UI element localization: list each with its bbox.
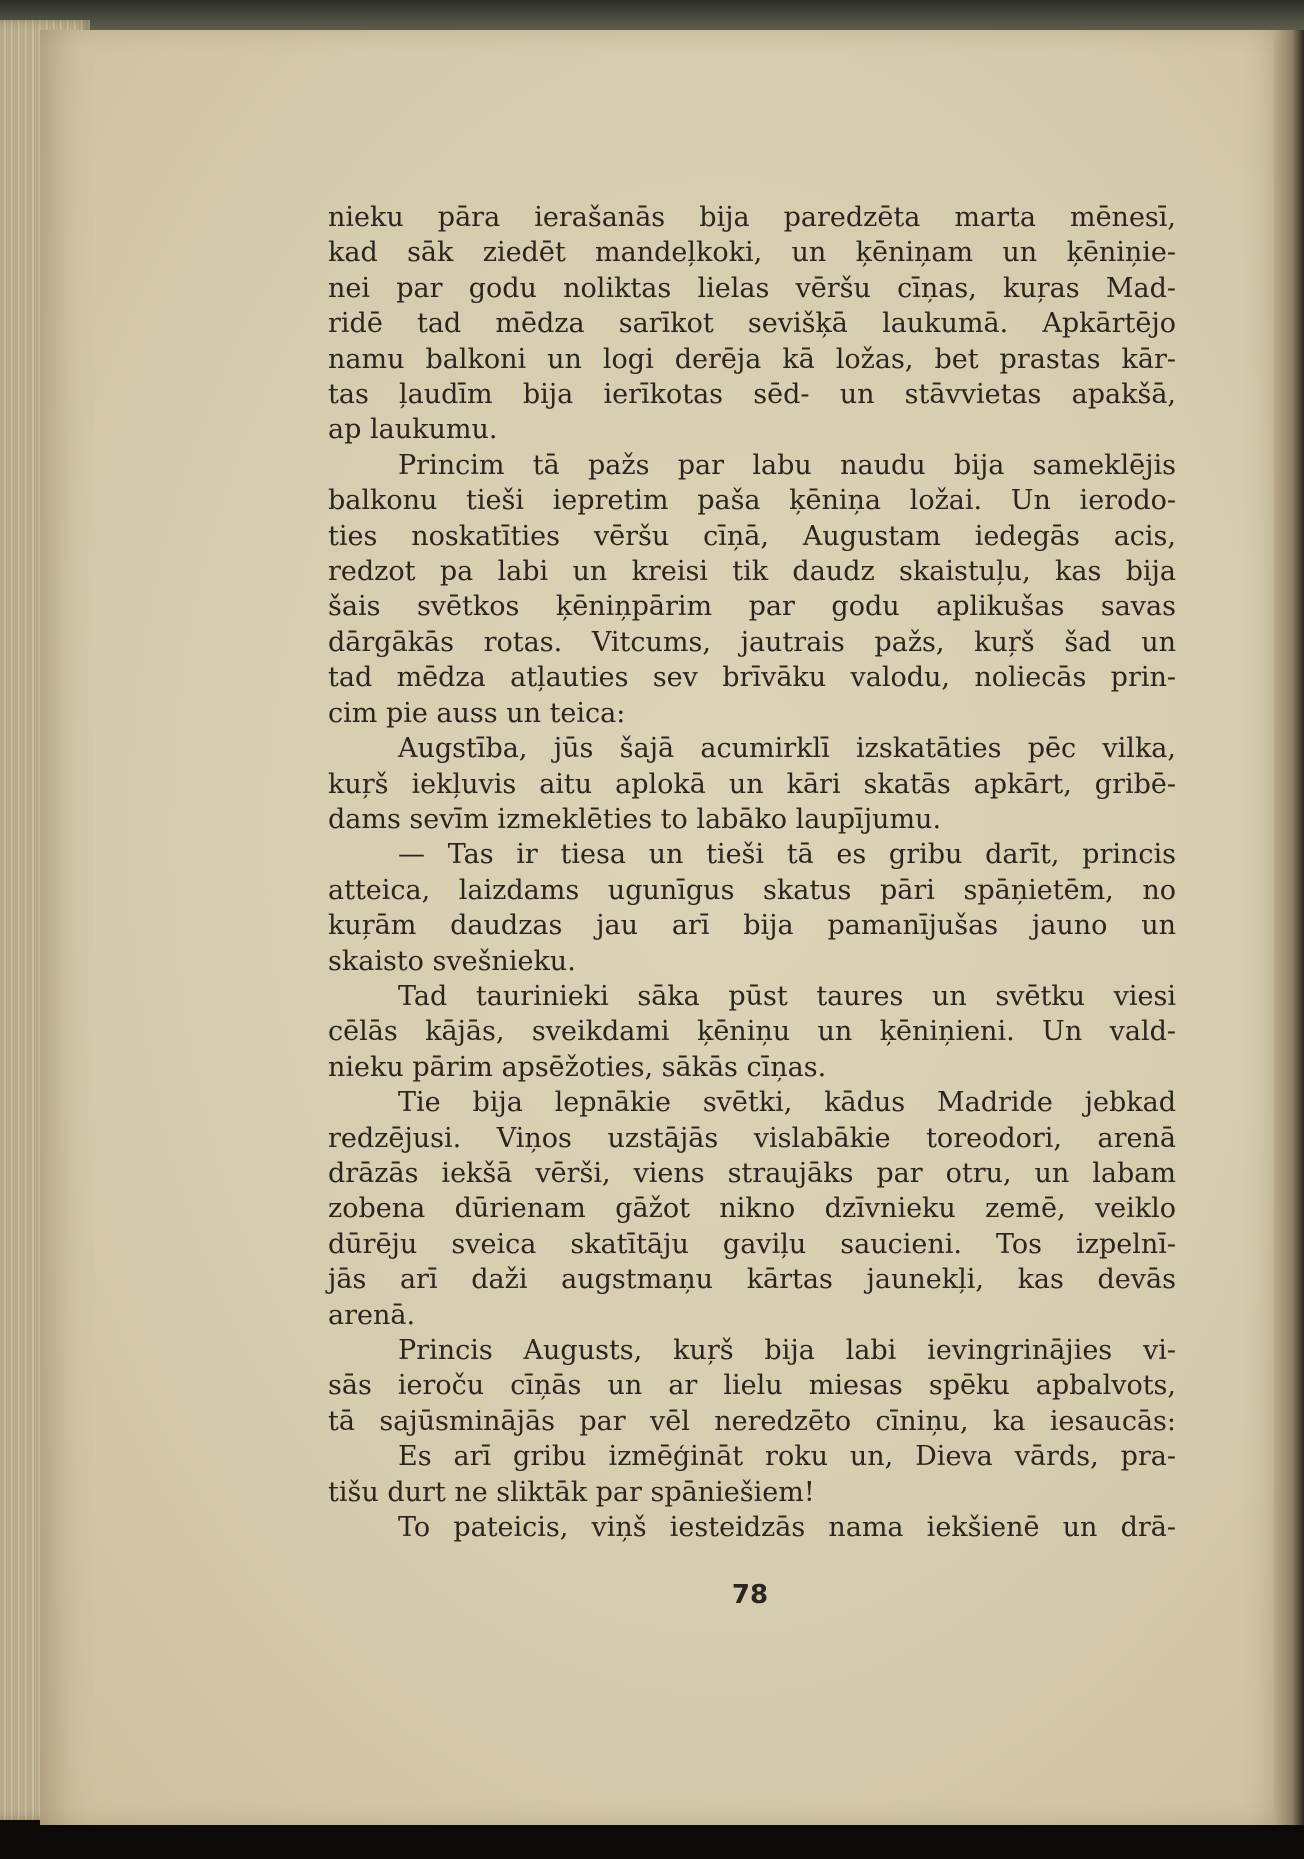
text-line: jās arī daži augstmaņu kārtas jaunekļi, kas devās xyxy=(328,1264,1176,1296)
text-line: tišu durt ne sliktāk par spāniešiem! xyxy=(328,1476,815,1508)
text-line: arenā. xyxy=(328,1299,416,1331)
text-line: dams sevīm izmeklēties to labāko laupījumu. xyxy=(328,803,942,835)
body-text xyxy=(328,200,1176,1545)
text-line: ties noskatīties vēršu cīņā, Augustam iedegās acis, xyxy=(328,520,1176,552)
text-line: skaisto svešnieku. xyxy=(328,945,576,977)
text-line: kad sāk ziedēt mandeļkoki, un ķēniņam un ķēniņie- xyxy=(328,237,1176,269)
text-line: tad mēdza atļauties sev brīvāku valodu, noliecās prin- xyxy=(328,662,1176,694)
text-line: zobena dūrienam gāžot nikno dzīvnieku zemē, veiklo xyxy=(328,1193,1176,1225)
text-line: atteica, laizdams ugunīgus skatus pāri spāņietēm, no xyxy=(328,874,1176,906)
text-line: Princis Augusts, kuŗš bija labi ievingrinājies vi- xyxy=(398,1335,1176,1366)
text-line: dārgākās rotas. Vitcums, jautrais pažs, kuŗš šad un xyxy=(328,626,1176,658)
page-number: 78 xyxy=(731,1580,769,1610)
text-line: sās ieroču cīņās un ar lielu miesas spēku apbalvots, xyxy=(328,1370,1176,1402)
text-line: šais svētkos ķēniņpārim par godu aplikušas savas xyxy=(328,591,1176,623)
text-line: redzējusi. Viņos uzstājās vislabākie toreodori, arenā xyxy=(328,1122,1176,1154)
text-line: nieku pāra ierašanās bija paredzēta marta mēnesī, xyxy=(328,202,1176,233)
text-line: nei par godu noliktas lielas vēršu cīņas, kuŗas Mad- xyxy=(328,272,1176,304)
text-line: ap laukumu. xyxy=(328,414,498,446)
text-line: tā sajūsminājās par vēl neredzēto cīniņu, ka iesaucās: xyxy=(328,1405,1176,1437)
text-line: redzot pa labi un kreisi tik daudz skaistuļu, kas bija xyxy=(328,556,1176,588)
text-line: balkonu tieši iepretim paša ķēniņa ložai. Un ierodo- xyxy=(328,485,1176,517)
page-right-edge xyxy=(1274,30,1304,1830)
text-line: Princim tā pažs par labu naudu bija sameklējis xyxy=(398,449,1176,481)
text-line: namu balkoni un logi derēja kā ložas, bet prastas kār- xyxy=(328,343,1176,375)
text-line: cim pie auss un teica: xyxy=(328,697,626,729)
text-line: dūrēju sveica skatītāju gaviļu saucieni. Tos izpelnī- xyxy=(328,1228,1176,1260)
text-line: Es arī gribu izmēģināt roku un, Dieva vārds, pra- xyxy=(398,1441,1176,1473)
text-line: To pateicis, viņš iesteidzās nama iekšienē un drā- xyxy=(398,1512,1176,1544)
scan-background-bottom xyxy=(0,1825,1304,1859)
text-line: kuŗš iekļuvis aitu aplokā un kāri skatās apkārt, gribē- xyxy=(328,768,1176,800)
text-line: nieku pārim apsēžoties, sākās cīņas. xyxy=(328,1051,827,1083)
text-line: ridē tad mēdza sarīkot sevišķā laukumā. Apkārtējo xyxy=(328,308,1176,340)
text-line: Tad taurinieki sāka pūst taures un svētku viesi xyxy=(398,980,1176,1012)
text-line: drāzās iekšā vērši, viens straujāks par otru, un labam xyxy=(328,1157,1176,1189)
text-line: kuŗām daudzas jau arī bija pamanījušas jauno un xyxy=(328,910,1176,942)
text-line: Tie bija lepnākie svētki, kādus Madride jebkad xyxy=(398,1087,1176,1119)
text-line: cēlās kājās, sveikdami ķēniņu un ķēniņieni. Un vald- xyxy=(328,1016,1176,1048)
text-line: Augstība, jūs šajā acumirklī izskatāties pēc vilka, xyxy=(398,733,1176,765)
text-line: — Tas ir tiesa un tieši tā es gribu darīt, princis xyxy=(398,839,1176,871)
text-line: tas ļaudīm bija ierīkotas sēd- un stāvvietas apakšā, xyxy=(328,379,1176,411)
